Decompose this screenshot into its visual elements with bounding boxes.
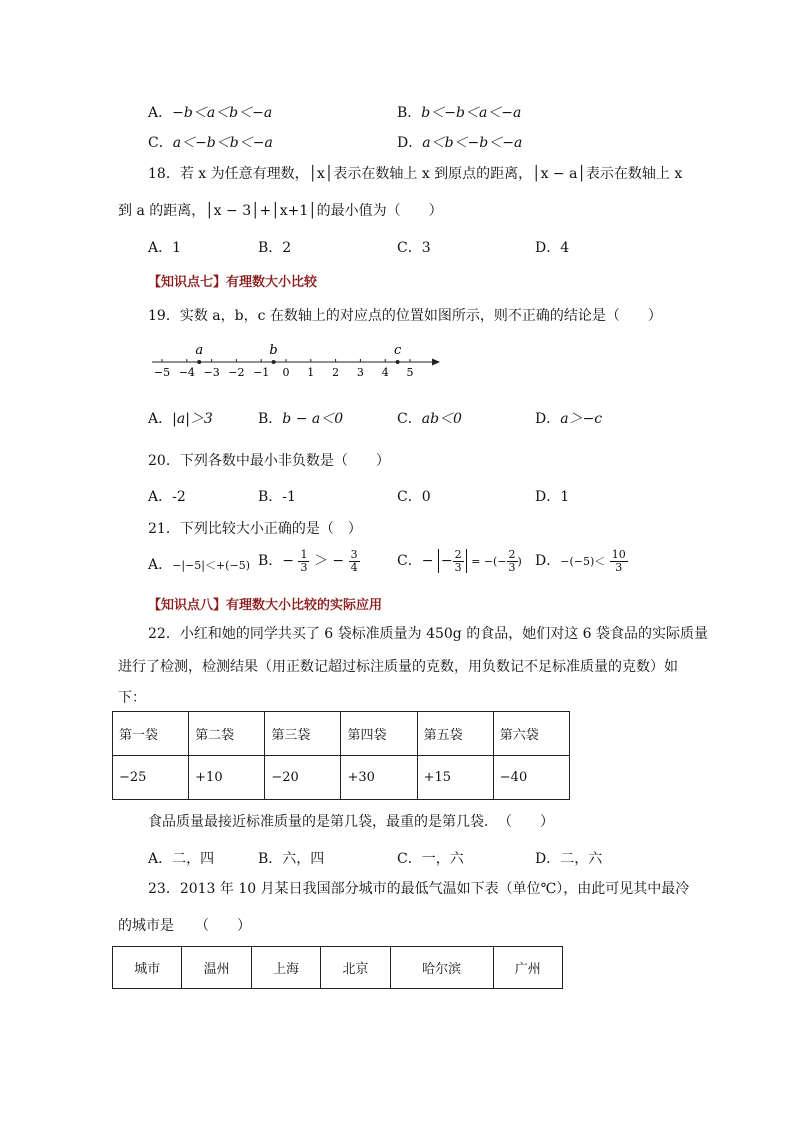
q18-option-b: B．2 [258,240,292,256]
q18-option-c: C．3 [397,240,431,256]
table-cell: 城市 [113,947,182,989]
q19-option-c: C．ab＜0 [397,411,462,427]
section-heading-7: 【知识点七】有理数大小比较 [148,275,318,290]
q19-option-d: D．a＞−c [535,411,603,427]
table-cell: 温州 [182,947,251,989]
q21-option-a: A．−|−5|＜+(−5) [148,557,250,573]
number-line-tick-label: 2 [332,366,340,379]
q19-option-a: A．|a|＞3 [148,411,213,427]
q21-option-d: D．−(−5)＜ $\frac{10}{3}$ [535,548,626,574]
q22-option-d: D．二，六 [535,851,603,867]
q22-question: 食品质量最接近标准质量的是第几袋，最重的是第几袋． （ ） [148,814,554,830]
q22-table [112,711,570,800]
q22-line3: 下： [118,690,146,706]
section-heading-8: 【知识点八】有理数大小比较的实际应用 [148,598,383,613]
table-cell: −25 [113,756,189,800]
fraction: $\frac{3}{4}$ [350,548,358,574]
fraction: $\frac{2}{3}$ [508,548,516,574]
number-line-tick-label: 1 [307,366,315,379]
table-cell: 第四袋 [341,712,417,756]
table-cell: 哈尔滨 [390,947,493,989]
number-line-tick-label: 5 [406,366,414,379]
q18-option-d: D．4 [535,240,570,256]
q20-option-d: D．1 [535,489,570,505]
table-cell: 上海 [251,947,320,989]
q22-line2: 进行了检测，检测结果（用正数记超过标注质量的克数，用负数记不足标准质量的克数）如 [118,659,678,675]
table-cell: 第二袋 [189,712,265,756]
number-line [148,338,448,380]
number-line-arrow [432,359,440,366]
number-line-point-label: b [269,343,278,358]
table-row [113,756,570,800]
table-cell: 第五袋 [417,712,493,756]
fraction: $\frac{1}{3}$ [300,548,308,574]
number-line-tick-label: 3 [356,366,364,379]
table-cell: +30 [341,756,417,800]
q22-option-a: A．二，四 [148,851,215,867]
number-line-point [272,360,276,364]
q20-option-b: B．-1 [258,489,296,505]
q23-line1: 23．2013 年 10 月某日我国部分城市的最低气温如下表（单位℃），由此可见其中最冷 [148,881,690,897]
q22-option-b: B．六，四 [258,851,325,867]
q19-text: 19．实数 a，b，c 在数轴上的对应点的位置如图所示，则不正确的结论是（ ） [148,308,662,324]
table-cell: −20 [265,756,341,800]
q17-option-a: A．−b＜a＜b＜−a [148,105,273,121]
q20-option-c: C．0 [397,489,431,505]
q21-text: 21．下列比较大小正确的是（ ） [148,521,362,537]
q21-option-b: B．− $\frac{1}{3}$ ＞ − $\frac{3}{4}$ [258,548,358,574]
q21-option-c: C．− − $\frac{2}{3}$ = −(− $\frac{2}{3}$ ) [397,548,522,574]
table-cell: 第一袋 [113,712,189,756]
number-line-tick-label: −5 [153,366,171,379]
number-line-tick-label: −3 [203,366,220,379]
q23-table [112,946,563,989]
q18-line1: 18．若 x 为任意有理数，│x│表示在数轴上 x 到原点的距离，│x − a│表示在数轴上 x [148,166,683,182]
table-header-row [113,712,570,756]
q23-line2: 的城市是 （ ） [118,918,251,934]
number-line-tick-label: 0 [282,366,290,379]
number-line-tick-label: −1 [253,366,270,379]
q22-line1: 22．小红和她的同学共买了 6 袋标准质量为 450g 的食品，她们对这 6 袋食品的实际质量 [148,626,709,642]
fraction: $\frac{10}{3}$ [611,548,626,574]
q20-text: 20．下列各数中最小非负数是（ ） [148,453,390,469]
q20-option-a: A．-2 [148,489,186,505]
q17-option-c: C．a＜−b＜b＜−a [148,135,273,151]
q22-option-c: C．一，六 [397,851,464,867]
number-line-tick-label: −2 [228,366,245,379]
table-cell: 第三袋 [265,712,341,756]
q18-option-a: A．1 [148,240,182,256]
table-cell: 第六袋 [493,712,569,756]
number-line-tick-label: 4 [381,366,389,379]
table-cell: +10 [189,756,265,800]
q19-option-b: B．b − a＜0 [258,411,344,427]
number-line-point-label: a [195,343,204,358]
number-line-tick-label: −4 [178,366,195,379]
q17-option-b: B．b＜−b＜a＜−a [397,105,522,121]
number-line-point [396,360,400,364]
table-cell: +15 [417,756,493,800]
q18-line2: 到 a 的距离，│x − 3│+│x+1│的最小值为（ ） [118,203,443,219]
table-cell: 北京 [321,947,390,989]
q17-option-d: D．a＜b＜−b＜−a [397,135,523,151]
table-cell: −40 [493,756,569,800]
table-header-row [113,947,563,989]
fraction: $\frac{2}{3}$ [454,548,462,574]
number-line-point-label: c [393,343,402,358]
number-line-point [197,360,201,364]
table-cell: 广州 [493,947,562,989]
